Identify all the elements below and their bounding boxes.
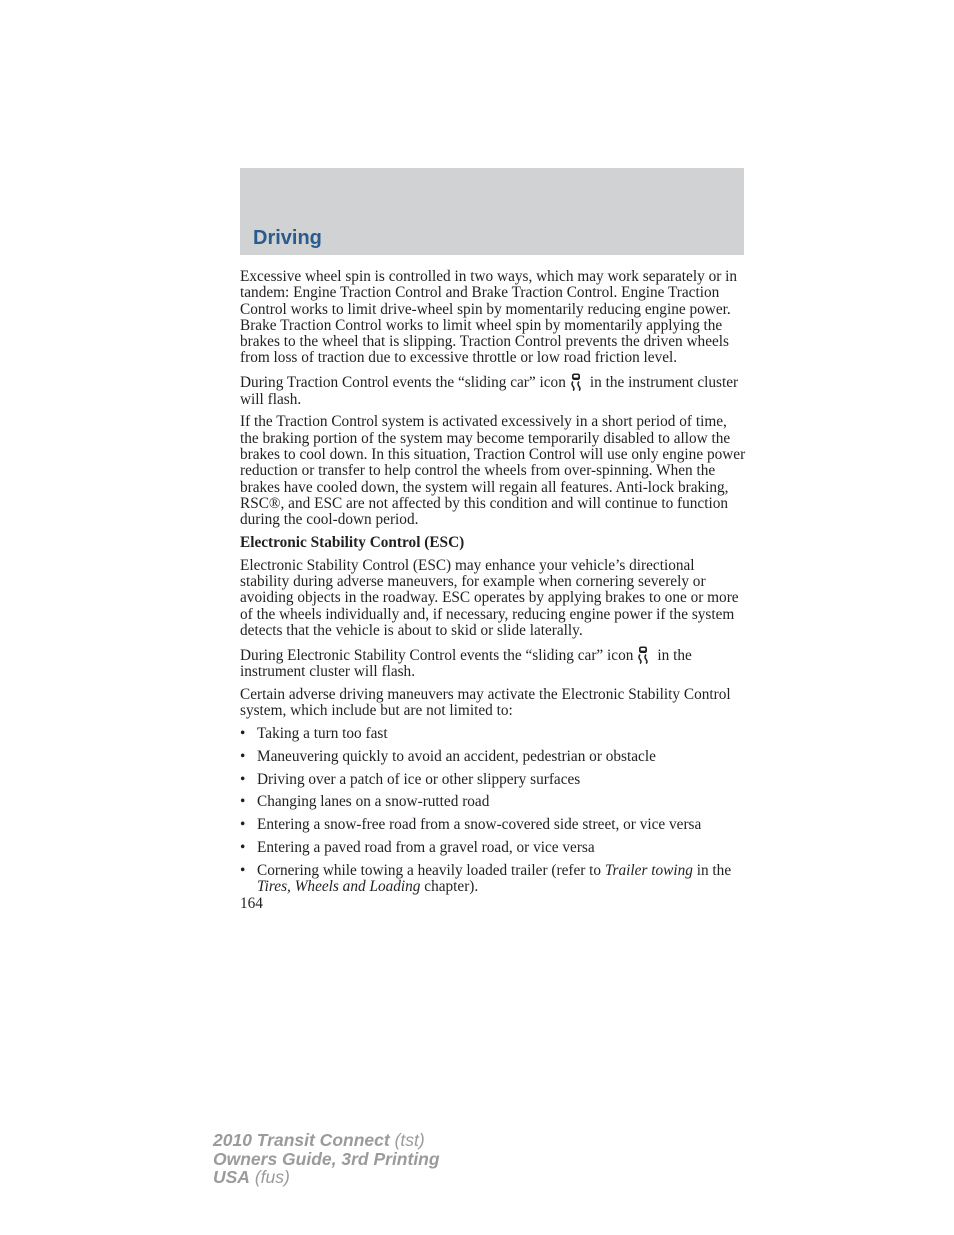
list-item — [240, 840, 746, 856]
list-item — [240, 772, 746, 788]
footer-line-guide — [213, 1150, 440, 1169]
footer-market-code: (fus) — [254, 1167, 290, 1187]
list-item-text: Driving over a patch of ice or other slippery surfaces — [257, 770, 581, 788]
list-item — [240, 794, 746, 810]
list-item — [240, 863, 746, 896]
bullet-dot: • — [240, 793, 246, 811]
list-item — [240, 817, 746, 833]
list-item-text: Cornering while towing a heavily loaded trailer (refer to — [257, 861, 602, 879]
footer-market: USA — [213, 1167, 250, 1187]
maneuver-list — [240, 726, 746, 895]
footer-model: 2010 Transit Connect — [213, 1130, 390, 1150]
footer-line-model — [213, 1131, 440, 1150]
footer-line-market — [213, 1168, 440, 1187]
section-title: Driving — [253, 227, 322, 249]
bullet-dot: • — [240, 861, 246, 879]
list-item-text: Entering a paved road from a gravel road, or vice versa — [257, 838, 595, 856]
bullet-dot: • — [240, 816, 246, 834]
list-item-text: in the — [696, 861, 732, 879]
paragraph-text-after-icon: in the instrument cluster will flash. — [240, 646, 692, 681]
list-item-text: Entering a snow-free road from a snow-covered side street, or vice versa — [257, 816, 702, 834]
list-item-text: Taking a turn too fast — [257, 724, 388, 742]
list-item — [240, 726, 746, 742]
list-item-text: Changing lanes on a snow-rutted road — [257, 793, 490, 811]
page-number: 164 — [240, 894, 263, 912]
section-header-band — [240, 168, 744, 255]
list-item — [240, 749, 746, 765]
bullet-dot: • — [240, 724, 246, 742]
footer-model-code: (tst) — [394, 1130, 425, 1150]
reference-trailer-towing: Trailer towing — [604, 861, 693, 879]
sliding-car-icon — [570, 373, 582, 391]
paragraph-traction-icon — [240, 373, 746, 408]
sliding-car-icon — [637, 646, 649, 664]
list-item-text: chapter). — [424, 878, 479, 895]
paragraph-adverse-maneuvers: Certain adverse driving maneuvers may activate the Electronic Stability Control system, which include but are not limited to: — [240, 685, 731, 720]
paragraph-text-before-icon: During Electronic Stability Control events the “sliding car” icon — [240, 646, 634, 664]
paragraph-esc-icon — [240, 646, 746, 681]
paragraph-text-after-icon: in the instrument cluster will flash. — [240, 374, 739, 408]
reference-chapter-name: Tires, Wheels and Loading — [257, 878, 421, 895]
list-item-text: Maneuvering quickly to avoid an accident, pedestrian or obstacle — [257, 747, 656, 765]
bullet-dot: • — [240, 770, 246, 788]
page-content — [240, 269, 746, 912]
bullet-dot: • — [240, 747, 246, 765]
paragraph-text-before-icon: During Traction Control events the “sliding car” icon — [240, 374, 566, 392]
paragraph-esc-description: Electronic Stability Control (ESC) may enhance your vehicle’s directional stability during adverse maneuvers, for example when cornering severely or avoiding objects in the roadway. ESC operates by applying brakes to one or more of the wheels individually and, if necessary, reducing engine power if the system detects that the vehicle is about to skid or slide laterally. — [240, 556, 739, 639]
esc-heading: Electronic Stability Control (ESC) — [240, 533, 465, 551]
paragraph-traction-excessive: If the Traction Control system is activated excessively in a short period of time, the braking portion of the system may become temporarily disabled to allow the brakes to cool down. In this situation, Traction Control will use only engine power reduction or transfer to help control the wheels from over-spinning. When the brakes have cooled down, the system will regain all features. Anti-lock braking, RSC®, and ESC are not affected by this condition and will continue to function during the cool-down period. — [240, 413, 746, 529]
bullet-dot: • — [240, 838, 246, 856]
footer-guide: Owners Guide, 3rd Printing — [213, 1148, 440, 1169]
document-footer — [213, 1131, 440, 1187]
paragraph-wheel-spin: Excessive wheel spin is controlled in two ways, which may work separately or in tandem: Engine Traction Control and Brake Traction Control. Engine Traction Control works to limit drive-wheel spin by momentarily reducing engine power. Brake Traction Control works to limit wheel spin by momentarily applying the brakes to the wheel that is slipping. Traction Control prevents the driven wheels from loss of traction due to excessive throttle or low road friction level. — [240, 268, 738, 367]
